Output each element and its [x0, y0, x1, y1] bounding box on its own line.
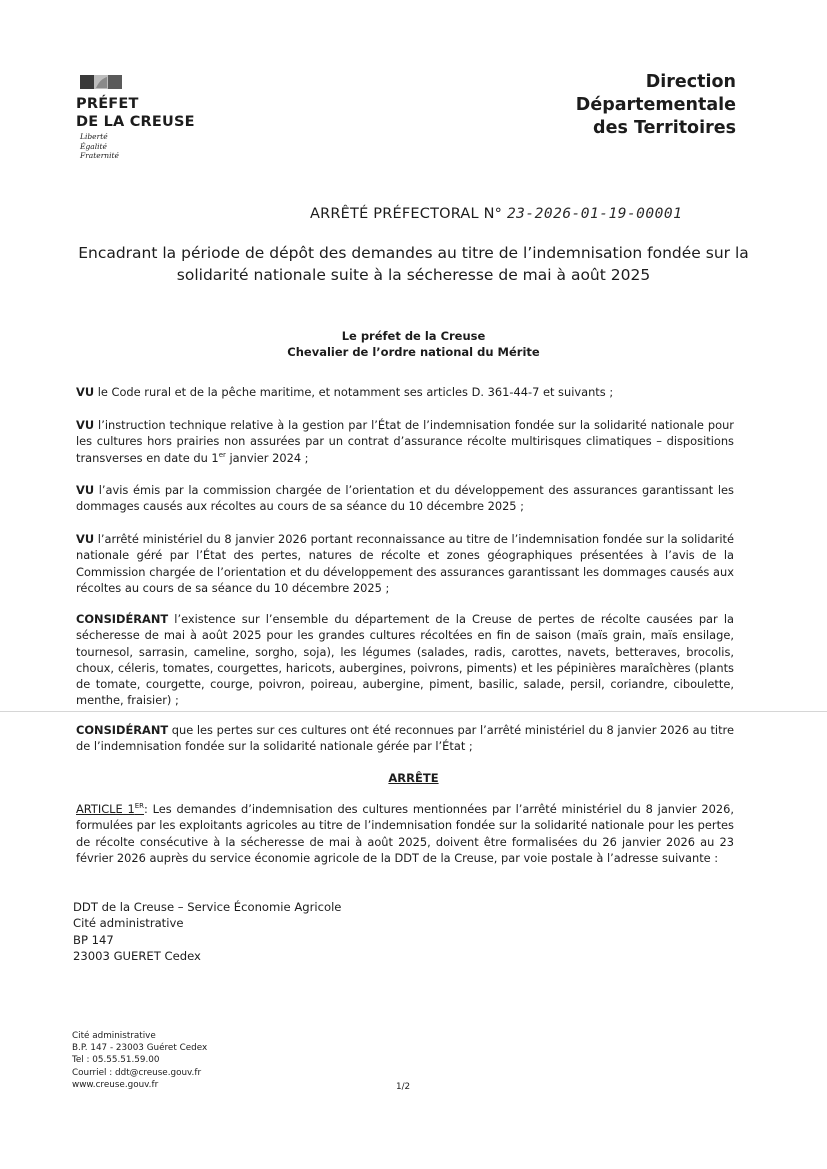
visa-paragraph [76, 384, 734, 400]
visa-paragraph [76, 482, 734, 515]
considerant-lead: CONSIDÉRANT [76, 723, 169, 737]
visa-text: l’avis émis par la commission chargée de l’orientation et du développement des assurances garantissant les dommages causés aux récoltes au cours de sa séance du 10 décembre 2025 ; [76, 483, 734, 514]
considerant-text: que les pertes sur ces cultures ont été reconnues par l’arrêté ministériel du 8 janvier 2026 au titre de l’indemnisation fondée sur la solidarité nationale gérée par l’État ; [76, 723, 734, 754]
prefet-title: Le préfet de la Creuse [341, 329, 486, 343]
page-number: 1/2 [396, 1082, 411, 1092]
postal-address [73, 899, 341, 964]
arrete-handwritten-number: 23-2026-01-19-00001 [506, 206, 683, 222]
footer-line: B.P. 147 - 23003 Guéret Cedex [72, 1043, 208, 1054]
article-1-text: Les demandes d’indemnisation des cultures mentionnées par l’arrêté ministériel du 8 janvier 2026, formulées par les exploitants agricoles au titre de l’indemnisation fondée sur la solidarité nationale pour les pertes de récolte consécutive à la sécheresse de mai à août 2025, doivent être formalisées du 26 janvier 2026 au 23 février 2026 auprès du service économie agricole de la DDT de la Creuse, par voie postale à l’adresse suivante : [76, 802, 734, 865]
prefecture-name-line1: PRÉFET [76, 96, 139, 112]
prefet-distinction: Chevalier de l’ordre national du Mérite [287, 345, 540, 359]
visa-sup: er [218, 450, 226, 459]
footer-line: Tel : 05.55.51.59.00 [72, 1055, 160, 1066]
visa-paragraph [76, 531, 734, 596]
address-line: BP 147 [73, 932, 114, 947]
visa-text: l’arrêté ministériel du 8 janvier 2026 portant reconnaissance au titre de l’indemnisation fondée sur la solidarité nationale géré par l’État des pertes, natures de récolte et zones géographiques présentées à l’avis de la Commission chargée de l’orientation et du développement des assurances garantissant les dommages causés aux récoltes au cours de sa séance du 10 décembre 2025 ; [76, 532, 734, 595]
address-line: 23003 GUERET Cedex [73, 948, 201, 963]
footer-line: Cité administrative [72, 1031, 156, 1041]
visa-text: le Code rural et de la pêche maritime, et notamment ses articles D. 361-44-7 et suivants ; [94, 385, 614, 399]
article-1-label: ARTICLE 1ER [76, 802, 145, 816]
issuing-direction [576, 71, 736, 140]
prefet-block [60, 328, 767, 360]
direction-line3: des Territoires [593, 118, 736, 138]
considerant-paragraph [76, 722, 734, 755]
considerant-lead: CONSIDÉRANT [76, 612, 169, 626]
address-line: DDT de la Creuse – Service Économie Agricole [73, 900, 342, 914]
motto-egalite: Égalité [80, 141, 107, 151]
considerant-paragraph [76, 611, 734, 709]
visa-lead: VU [76, 483, 95, 497]
footer-contact [72, 1030, 207, 1091]
marianne-logo-icon [80, 75, 122, 89]
prefecture-name [76, 95, 195, 131]
visa-text: l’instruction technique relative à la gestion par l’État de l’indemnisation fondée sur la solidarité nationale pour les cultures hors prairies non assurées par un contrat d’assurance récolte multirisques climatiques – dispositions transverses en date du 1 [76, 418, 734, 465]
direction-line2: Départementale [575, 95, 736, 115]
footer-website: www.creuse.gouv.fr [72, 1079, 159, 1090]
arrete-number [310, 206, 682, 222]
article-1 [76, 801, 734, 866]
visa-lead: VU [76, 418, 95, 432]
motto-liberte: Liberté [80, 132, 108, 141]
arrete-subject: Encadrant la période de dépôt des demandes au titre de l’indemnisation fondée sur la solidarité nationale suite à la sécheresse de mai à août 2025 [78, 244, 749, 284]
visa-text: janvier 2024 ; [225, 450, 309, 465]
arrete-label: ARRÊTÉ PRÉFECTORAL N° [310, 206, 503, 222]
considerant-text: l’existence sur l’ensemble du département de la Creuse de pertes de récolte causées par la sécheresse de mai à août 2025 pour les grandes cultures récoltées en fin de saison (maïs grain, maïs ensilage, tournesol, sarrasin, cameline, sorgho, soja), les légumes (salades, radis, carottes, navets, betteraves, brocolis, choux, céleris, tomates, courgettes, haricots, aubergines, poivrons, piments) et les pépinières maraîchères (plants de tomate, courgette, courge, poivron, poireau, aubergine, piment, basilic, salade, persil, coriandre, ciboulette, menthe, fraisier) ; [76, 612, 734, 708]
republic-motto [80, 132, 119, 161]
address-line: Cité administrative [73, 916, 184, 931]
visa-paragraph [76, 417, 734, 466]
visa-lead: VU [76, 532, 95, 546]
footer-email: Courriel : ddt@creuse.gouv.fr [72, 1067, 202, 1078]
direction-line1: Direction [645, 72, 736, 92]
article-1-colon: : [144, 802, 148, 816]
scan-fold-line [0, 711, 827, 712]
motto-fraternite: Fraternité [80, 151, 119, 160]
arrete-heading: ARRÊTE [388, 771, 439, 785]
prefecture-name-line2: DE LA CREUSE [76, 114, 195, 130]
visa-lead: VU [76, 385, 95, 399]
